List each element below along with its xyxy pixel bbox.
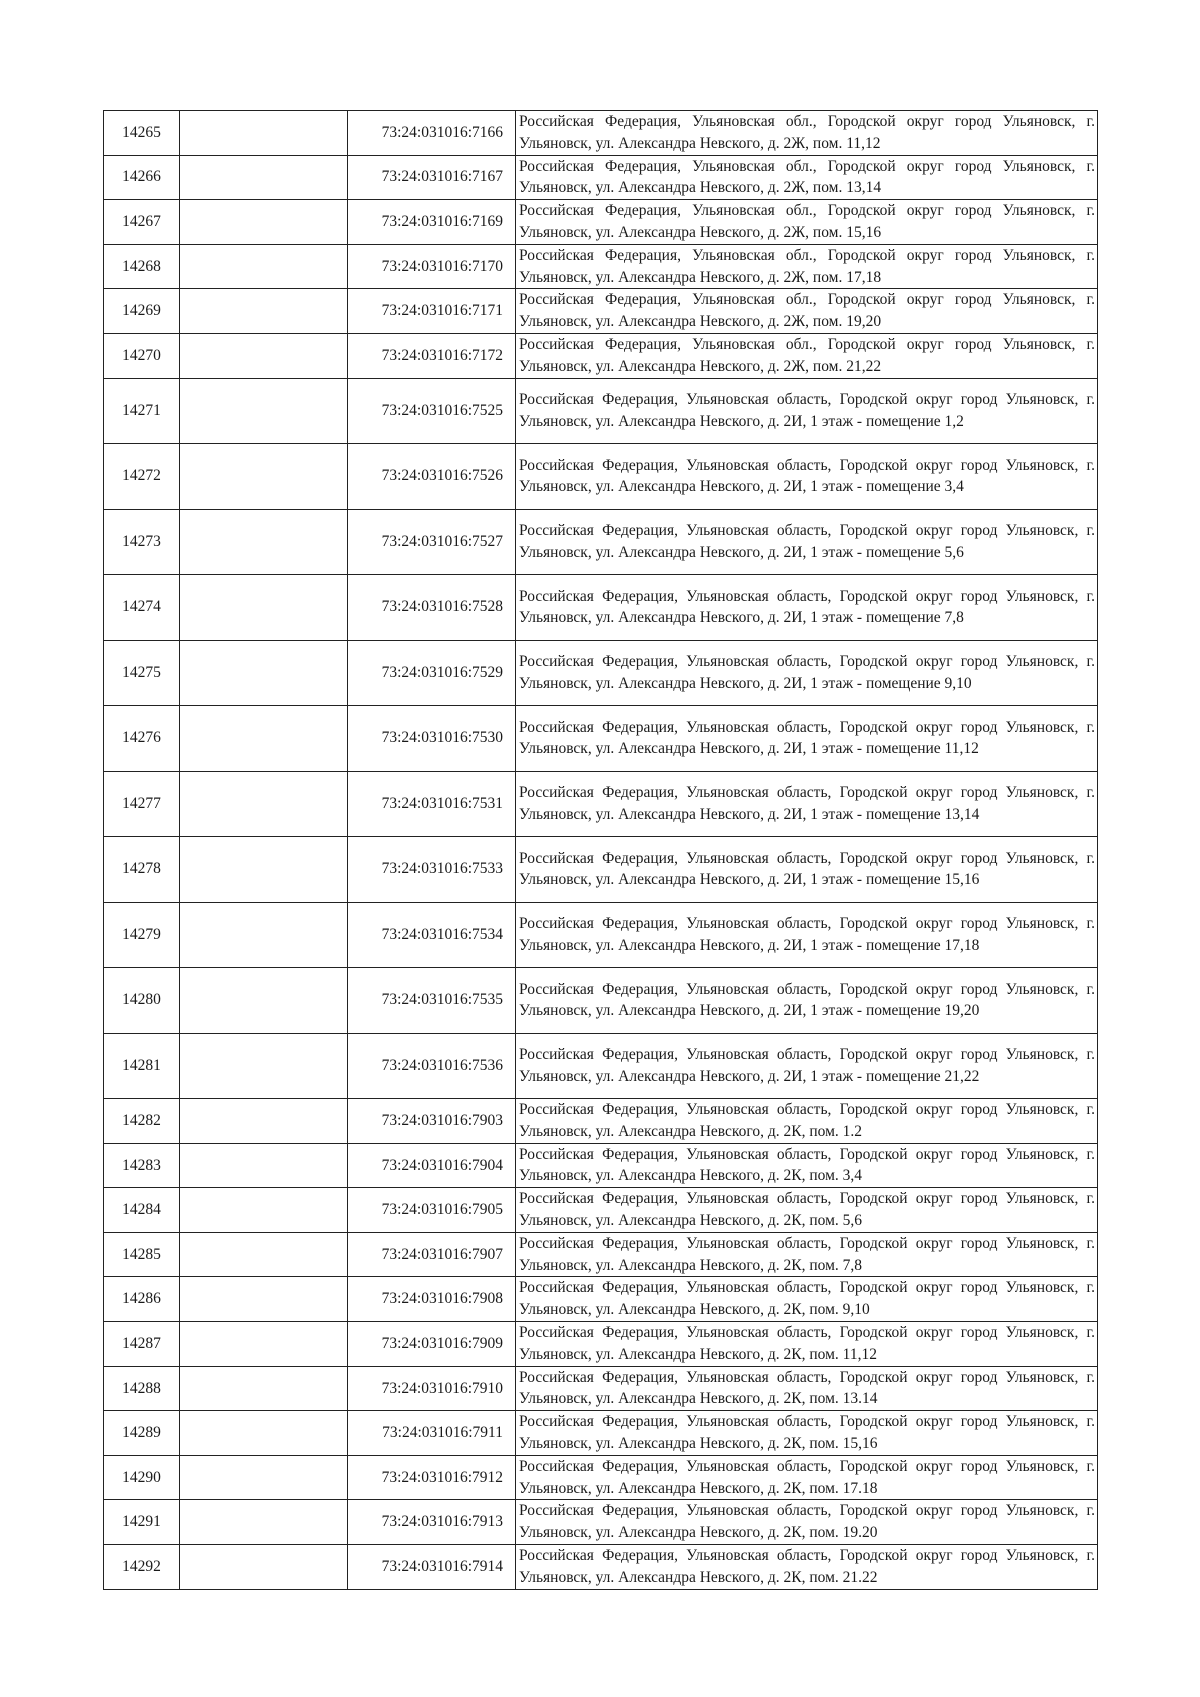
owner-cell [180, 1099, 348, 1144]
cadastral-number-cell: 73:24:031016:7171 [348, 289, 516, 334]
owner-cell [180, 706, 348, 772]
table-row [104, 640, 1098, 706]
table-row [104, 1232, 1098, 1277]
address-cell: Российская Федерация, Ульяновская область, Городской округ город Ульяновск, г. Ульяновск, ул. Александра Невского, д. 2И, 1 этаж - помещение 17,18 [516, 902, 1098, 968]
table-row [104, 1033, 1098, 1099]
row-number-cell: 14279 [104, 902, 180, 968]
row-number-cell: 14267 [104, 200, 180, 245]
row-number-cell: 14292 [104, 1545, 180, 1590]
cadastral-number-cell: 73:24:031016:7172 [348, 333, 516, 378]
cadastral-number-cell: 73:24:031016:7528 [348, 575, 516, 641]
registry-table-body [104, 111, 1098, 1590]
table-row [104, 200, 1098, 245]
owner-cell [180, 200, 348, 245]
cadastral-number-cell: 73:24:031016:7534 [348, 902, 516, 968]
table-row [104, 1143, 1098, 1188]
table-row [104, 771, 1098, 837]
row-number-cell: 14288 [104, 1366, 180, 1411]
cadastral-number-cell: 73:24:031016:7536 [348, 1033, 516, 1099]
row-number-cell: 14269 [104, 289, 180, 334]
row-number-cell: 14280 [104, 968, 180, 1034]
table-row [104, 968, 1098, 1034]
owner-cell [180, 1143, 348, 1188]
table-row [104, 1500, 1098, 1545]
table-row [104, 902, 1098, 968]
owner-cell [180, 1500, 348, 1545]
owner-cell [180, 111, 348, 156]
row-number-cell: 14286 [104, 1277, 180, 1322]
table-row [104, 1455, 1098, 1500]
row-number-cell: 14290 [104, 1455, 180, 1500]
table-row [104, 1188, 1098, 1233]
cadastral-number-cell: 73:24:031016:7531 [348, 771, 516, 837]
row-number-cell: 14283 [104, 1143, 180, 1188]
cadastral-number-cell: 73:24:031016:7911 [348, 1411, 516, 1456]
cadastral-number-cell: 73:24:031016:7903 [348, 1099, 516, 1144]
row-number-cell: 14282 [104, 1099, 180, 1144]
address-cell: Российская Федерация, Ульяновская область, Городской округ город Ульяновск, г. Ульяновск, ул. Александра Невского, д. 2К, пом. 5,6 [516, 1188, 1098, 1233]
address-cell: Российская Федерация, Ульяновская область, Городской округ город Ульяновск, г. Ульяновск, ул. Александра Невского, д. 2И, 1 этаж - помещение 11,12 [516, 706, 1098, 772]
owner-cell [180, 1232, 348, 1277]
cadastral-number-cell: 73:24:031016:7908 [348, 1277, 516, 1322]
table-row [104, 378, 1098, 444]
table-row [104, 509, 1098, 575]
address-cell: Российская Федерация, Ульяновская область, Городской округ город Ульяновск, г. Ульяновск, ул. Александра Невского, д. 2И, 1 этаж - помещение 9,10 [516, 640, 1098, 706]
cadastral-number-cell: 73:24:031016:7913 [348, 1500, 516, 1545]
row-number-cell: 14277 [104, 771, 180, 837]
cadastral-number-cell: 73:24:031016:7910 [348, 1366, 516, 1411]
address-cell: Российская Федерация, Ульяновская область, Городской округ город Ульяновск, г. Ульяновск, ул. Александра Невского, д. 2И, 1 этаж - помещение 19,20 [516, 968, 1098, 1034]
row-number-cell: 14265 [104, 111, 180, 156]
table-row [104, 1322, 1098, 1367]
cadastral-number-cell: 73:24:031016:7529 [348, 640, 516, 706]
address-cell: Российская Федерация, Ульяновская область, Городской округ город Ульяновск, г. Ульяновск, ул. Александра Невского, д. 2И, 1 этаж - помещение 21,22 [516, 1033, 1098, 1099]
owner-cell [180, 289, 348, 334]
address-cell: Российская Федерация, Ульяновская область, Городской округ город Ульяновск, г. Ульяновск, ул. Александра Невского, д. 2К, пом. 9,10 [516, 1277, 1098, 1322]
table-row [104, 1366, 1098, 1411]
address-cell: Российская Федерация, Ульяновская обл., Городской округ город Ульяновск, г. Ульяновск, ул. Александра Невского, д. 2Ж, пом. 17,18 [516, 244, 1098, 289]
address-cell: Российская Федерация, Ульяновская область, Городской округ город Ульяновск, г. Ульяновск, ул. Александра Невского, д. 2И, 1 этаж - помещение 3,4 [516, 444, 1098, 510]
address-cell: Российская Федерация, Ульяновская обл., Городской округ город Ульяновск, г. Ульяновск, ул. Александра Невского, д. 2Ж, пом. 21,22 [516, 333, 1098, 378]
row-number-cell: 14291 [104, 1500, 180, 1545]
owner-cell [180, 155, 348, 200]
owner-cell [180, 771, 348, 837]
address-cell: Российская Федерация, Ульяновская область, Городской округ город Ульяновск, г. Ульяновск, ул. Александра Невского, д. 2И, 1 этаж - помещение 15,16 [516, 837, 1098, 903]
table-row [104, 1099, 1098, 1144]
cadastral-number-cell: 73:24:031016:7914 [348, 1545, 516, 1590]
owner-cell [180, 1455, 348, 1500]
address-cell: Российская Федерация, Ульяновская область, Городской округ город Ульяновск, г. Ульяновск, ул. Александра Невского, д. 2К, пом. 17.18 [516, 1455, 1098, 1500]
address-cell: Российская Федерация, Ульяновская область, Городской округ город Ульяновск, г. Ульяновск, ул. Александра Невского, д. 2И, 1 этаж - помещение 1,2 [516, 378, 1098, 444]
address-cell: Российская Федерация, Ульяновская область, Городской округ город Ульяновск, г. Ульяновск, ул. Александра Невского, д. 2И, 1 этаж - помещение 7,8 [516, 575, 1098, 641]
owner-cell [180, 509, 348, 575]
cadastral-number-cell: 73:24:031016:7167 [348, 155, 516, 200]
cadastral-number-cell: 73:24:031016:7907 [348, 1232, 516, 1277]
address-cell: Российская Федерация, Ульяновская обл., Городской округ город Ульяновск, г. Ульяновск, ул. Александра Невского, д. 2Ж, пом. 11,12 [516, 111, 1098, 156]
cadastral-number-cell: 73:24:031016:7526 [348, 444, 516, 510]
cadastral-number-cell: 73:24:031016:7170 [348, 244, 516, 289]
owner-cell [180, 333, 348, 378]
table-row [104, 1545, 1098, 1590]
address-cell: Российская Федерация, Ульяновская обл., Городской округ город Ульяновск, г. Ульяновск, ул. Александра Невского, д. 2Ж, пом. 15,16 [516, 200, 1098, 245]
cadastral-number-cell: 73:24:031016:7909 [348, 1322, 516, 1367]
owner-cell [180, 1322, 348, 1367]
owner-cell [180, 1545, 348, 1590]
table-row [104, 333, 1098, 378]
row-number-cell: 14272 [104, 444, 180, 510]
cadastral-number-cell: 73:24:031016:7535 [348, 968, 516, 1034]
table-row [104, 575, 1098, 641]
row-number-cell: 14273 [104, 509, 180, 575]
owner-cell [180, 378, 348, 444]
row-number-cell: 14275 [104, 640, 180, 706]
address-cell: Российская Федерация, Ульяновская обл., Городской округ город Ульяновск, г. Ульяновск, ул. Александра Невского, д. 2Ж, пом. 13,14 [516, 155, 1098, 200]
address-cell: Российская Федерация, Ульяновская область, Городской округ город Ульяновск, г. Ульяновск, ул. Александра Невского, д. 2К, пом. 19.20 [516, 1500, 1098, 1545]
cadastral-number-cell: 73:24:031016:7169 [348, 200, 516, 245]
row-number-cell: 14270 [104, 333, 180, 378]
row-number-cell: 14285 [104, 1232, 180, 1277]
row-number-cell: 14287 [104, 1322, 180, 1367]
owner-cell [180, 640, 348, 706]
table-row [104, 289, 1098, 334]
table-row [104, 111, 1098, 156]
owner-cell [180, 1366, 348, 1411]
address-cell: Российская Федерация, Ульяновская область, Городской округ город Ульяновск, г. Ульяновск, ул. Александра Невского, д. 2К, пом. 13.14 [516, 1366, 1098, 1411]
owner-cell [180, 902, 348, 968]
address-cell: Российская Федерация, Ульяновская область, Городской округ город Ульяновск, г. Ульяновск, ул. Александра Невского, д. 2К, пом. 21.22 [516, 1545, 1098, 1590]
row-number-cell: 14289 [104, 1411, 180, 1456]
address-cell: Российская Федерация, Ульяновская область, Городской округ город Ульяновск, г. Ульяновск, ул. Александра Невского, д. 2К, пом. 1.2 [516, 1099, 1098, 1144]
cadastral-number-cell: 73:24:031016:7527 [348, 509, 516, 575]
owner-cell [180, 444, 348, 510]
address-cell: Российская Федерация, Ульяновская область, Городской округ город Ульяновск, г. Ульяновск, ул. Александра Невского, д. 2И, 1 этаж - помещение 13,14 [516, 771, 1098, 837]
row-number-cell: 14268 [104, 244, 180, 289]
row-number-cell: 14271 [104, 378, 180, 444]
address-cell: Российская Федерация, Ульяновская область, Городской округ город Ульяновск, г. Ульяновск, ул. Александра Невского, д. 2К, пом. 15,16 [516, 1411, 1098, 1456]
cadastral-number-cell: 73:24:031016:7525 [348, 378, 516, 444]
owner-cell [180, 1277, 348, 1322]
owner-cell [180, 1411, 348, 1456]
row-number-cell: 14278 [104, 837, 180, 903]
table-row [104, 1411, 1098, 1456]
row-number-cell: 14284 [104, 1188, 180, 1233]
address-cell: Российская Федерация, Ульяновская обл., Городской округ город Ульяновск, г. Ульяновск, ул. Александра Невского, д. 2Ж, пом. 19,20 [516, 289, 1098, 334]
cadastral-number-cell: 73:24:031016:7904 [348, 1143, 516, 1188]
owner-cell [180, 968, 348, 1034]
row-number-cell: 14274 [104, 575, 180, 641]
owner-cell [180, 1188, 348, 1233]
address-cell: Российская Федерация, Ульяновская область, Городской округ город Ульяновск, г. Ульяновск, ул. Александра Невского, д. 2И, 1 этаж - помещение 5,6 [516, 509, 1098, 575]
row-number-cell: 14281 [104, 1033, 180, 1099]
cadastral-number-cell: 73:24:031016:7905 [348, 1188, 516, 1233]
cadastral-number-cell: 73:24:031016:7166 [348, 111, 516, 156]
cadastral-number-cell: 73:24:031016:7912 [348, 1455, 516, 1500]
table-row [104, 244, 1098, 289]
owner-cell [180, 575, 348, 641]
address-cell: Российская Федерация, Ульяновская область, Городской округ город Ульяновск, г. Ульяновск, ул. Александра Невского, д. 2К, пом. 7,8 [516, 1232, 1098, 1277]
owner-cell [180, 244, 348, 289]
row-number-cell: 14276 [104, 706, 180, 772]
table-row [104, 837, 1098, 903]
registry-table [103, 110, 1098, 1590]
table-row [104, 706, 1098, 772]
owner-cell [180, 1033, 348, 1099]
owner-cell [180, 837, 348, 903]
row-number-cell: 14266 [104, 155, 180, 200]
table-row [104, 155, 1098, 200]
cadastral-number-cell: 73:24:031016:7533 [348, 837, 516, 903]
cadastral-number-cell: 73:24:031016:7530 [348, 706, 516, 772]
address-cell: Российская Федерация, Ульяновская область, Городской округ город Ульяновск, г. Ульяновск, ул. Александра Невского, д. 2К, пом. 11,12 [516, 1322, 1098, 1367]
table-row [104, 1277, 1098, 1322]
address-cell: Российская Федерация, Ульяновская область, Городской округ город Ульяновск, г. Ульяновск, ул. Александра Невского, д. 2К, пом. 3,4 [516, 1143, 1098, 1188]
table-row [104, 444, 1098, 510]
